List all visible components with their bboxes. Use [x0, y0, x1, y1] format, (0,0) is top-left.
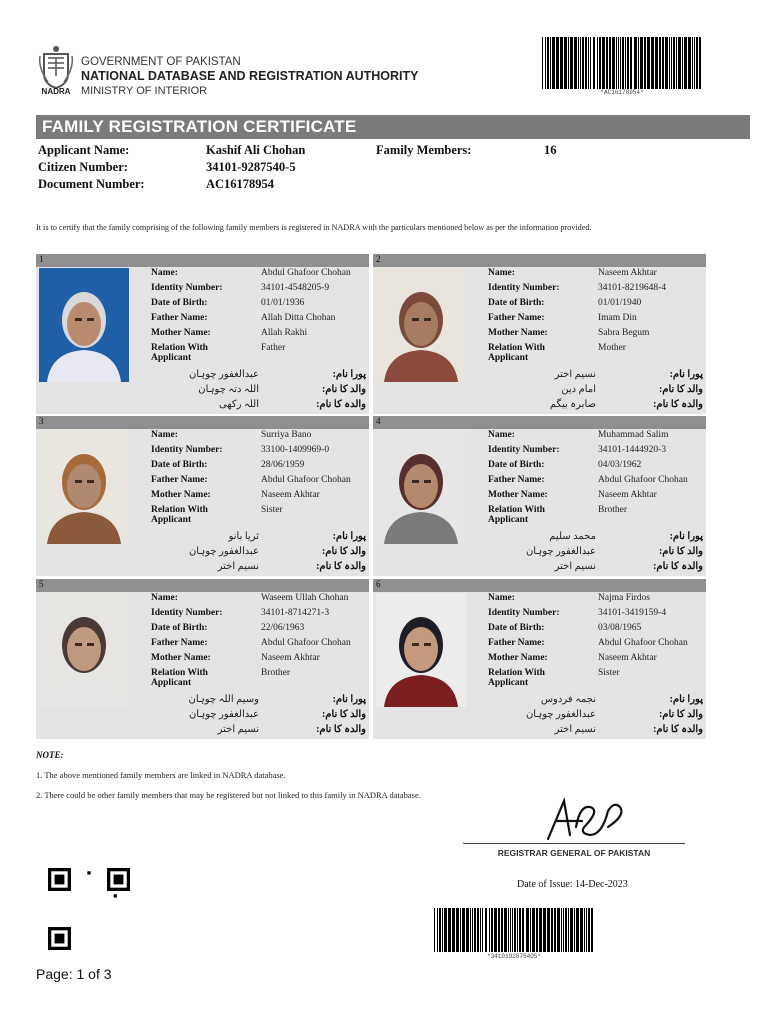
- member-number: 4: [376, 416, 381, 426]
- member-ur-father-urdu: اللہ دتہ چوہان: [198, 384, 259, 395]
- member-relation: Mother: [598, 343, 626, 353]
- member-photo: [376, 268, 466, 382]
- dob-label: Date of Birth:: [488, 623, 545, 633]
- member-number-bar: [36, 254, 369, 267]
- member-identity: 34101-4548205-9: [261, 283, 330, 293]
- member-identity: 34101-8714271-3: [261, 608, 330, 618]
- ur-mother-urdu-label: والدہ کا نام:: [653, 561, 703, 572]
- member-number-bar: [36, 416, 369, 429]
- name-label: Name:: [151, 430, 178, 440]
- member-number-bar: [373, 254, 706, 267]
- member-name: Naseem Akhtar: [598, 268, 657, 278]
- name-label: Name:: [488, 430, 515, 440]
- member-dob: 01/01/1940: [598, 298, 642, 308]
- identity-label: Identity Number:: [151, 608, 223, 618]
- member-identity: 34101-1444920-3: [598, 445, 667, 455]
- ur-father-urdu-label: والد کا نام:: [321, 709, 366, 720]
- member-father: Allah Ditta Chohan: [261, 313, 336, 323]
- ur-full-urdu-label: پورا نام:: [332, 369, 366, 380]
- mother-label: Mother Name:: [151, 653, 211, 663]
- member-number-bar: [36, 579, 369, 592]
- ur-full-urdu-label: پورا نام:: [669, 369, 703, 380]
- name-label: Name:: [151, 593, 178, 603]
- member-ur-mother-urdu: نسیم اختر: [554, 724, 596, 735]
- member-photo: [376, 430, 466, 544]
- member-number: 1: [39, 254, 44, 264]
- member-name: Najma Firdos: [598, 593, 650, 603]
- member-ur-mother-urdu: صابرہ بیگم: [549, 399, 596, 410]
- document-number: AC16178954: [206, 177, 275, 191]
- member-name: Waseem Ullah Chohan: [261, 593, 349, 603]
- father-label: Father Name:: [151, 638, 208, 648]
- identity-label: Identity Number:: [488, 283, 560, 293]
- ur-full-urdu-label: پورا نام:: [332, 531, 366, 542]
- member-relation: Sister: [261, 505, 283, 515]
- member-ur-father-urdu: عبدالغفور چوہان: [188, 546, 259, 557]
- member-relation: Brother: [598, 505, 628, 515]
- dob-label: Date of Birth:: [151, 623, 208, 633]
- member-card: [36, 416, 369, 576]
- dob-label: Date of Birth:: [151, 460, 208, 470]
- ur-full-urdu-label: پورا نام:: [332, 694, 366, 705]
- member-card: [36, 254, 369, 414]
- member-ur-mother-urdu: اللہ رکھی: [218, 399, 259, 410]
- member-identity: 33100-1409969-0: [261, 445, 330, 455]
- svg-text:NADRA: NADRA: [41, 87, 71, 96]
- identity-label: Identity Number:: [488, 445, 560, 455]
- member-ur-name-urdu: عبدالغفور چوہان: [188, 369, 259, 380]
- document-barcode: [540, 37, 704, 89]
- name-label: Name:: [151, 268, 178, 278]
- member-dob: 04/03/1962: [598, 460, 642, 470]
- member-mother: Allah Rakhi: [261, 328, 308, 338]
- footer-barcode: [432, 908, 596, 952]
- ur-father-urdu-label: والد کا نام:: [658, 384, 703, 395]
- member-number: 6: [376, 579, 381, 589]
- member-number: 2: [376, 254, 381, 264]
- member-name: Muhammad Salim: [598, 430, 669, 440]
- relation-label: Relation With Applicant: [488, 505, 545, 525]
- member-name: Surriya Bano: [261, 430, 312, 440]
- member-ur-mother-urdu: نسیم اختر: [217, 724, 259, 735]
- member-father: Abdul Ghafoor Chohan: [598, 638, 688, 648]
- member-ur-father-urdu: امام دین: [561, 384, 596, 395]
- ur-father-urdu-label: والد کا نام:: [321, 546, 366, 557]
- relation-label: Relation With Applicant: [151, 343, 208, 363]
- mother-label: Mother Name:: [151, 328, 211, 338]
- member-ur-mother-urdu: نسیم اختر: [217, 561, 259, 572]
- member-mother: Naseem Akhtar: [261, 653, 320, 663]
- member-photo: [376, 593, 466, 707]
- qr-code: [44, 868, 134, 950]
- member-number: 3: [39, 416, 44, 426]
- ur-full-urdu-label: پورا نام:: [669, 694, 703, 705]
- mother-label: Mother Name:: [488, 490, 548, 500]
- mother-label: Mother Name:: [151, 490, 211, 500]
- member-mother: Naseem Akhtar: [261, 490, 320, 500]
- father-label: Father Name:: [488, 313, 545, 323]
- member-photo: [39, 593, 129, 707]
- ur-full-urdu-label: پورا نام:: [669, 531, 703, 542]
- member-mother: Naseem Akhtar: [598, 653, 657, 663]
- member-relation: Father: [261, 343, 286, 353]
- nadra-emblem-logo: [36, 44, 76, 96]
- dob-label: Date of Birth:: [151, 298, 208, 308]
- mother-label: Mother Name:: [488, 653, 548, 663]
- relation-label: Relation With Applicant: [488, 668, 545, 688]
- ur-mother-urdu-label: والدہ کا نام:: [316, 561, 366, 572]
- note-item: 1. The above mentioned family members are linked in NADRA database.: [36, 770, 286, 780]
- ur-mother-urdu-label: والدہ کا نام:: [653, 724, 703, 735]
- member-father: Abdul Ghafoor Chohan: [261, 475, 351, 485]
- citizen-number-label: Citizen Number:: [38, 160, 128, 174]
- identity-label: Identity Number:: [151, 445, 223, 455]
- relation-label: Relation With Applicant: [151, 668, 208, 688]
- relation-label: Relation With Applicant: [151, 505, 208, 525]
- note-item: 2. There could be other family members that may be registered but not linked to this family in NADRA database.: [36, 790, 421, 800]
- document-number-label: Document Number:: [38, 177, 145, 191]
- identity-label: Identity Number:: [488, 608, 560, 618]
- ministry-name: MINISTRY OF INTERIOR: [81, 85, 208, 97]
- member-number: 5: [39, 579, 44, 589]
- ur-mother-urdu-label: والدہ کا نام:: [316, 724, 366, 735]
- member-name: Abdul Ghafoor Chohan: [261, 268, 351, 278]
- notes-heading: NOTE:: [36, 750, 64, 760]
- member-ur-father-urdu: عبدالغفور چوہان: [525, 709, 596, 720]
- father-label: Father Name:: [151, 475, 208, 485]
- ur-father-urdu-label: والد کا نام:: [321, 384, 366, 395]
- member-father: Abdul Ghafoor Chohan: [598, 475, 688, 485]
- member-number-bar: [373, 416, 706, 429]
- member-dob: 28/06/1959: [261, 460, 305, 470]
- mother-label: Mother Name:: [488, 328, 548, 338]
- member-identity: 34101-3419159-4: [598, 608, 667, 618]
- family-members-count: 16: [544, 143, 557, 157]
- member-card: [373, 416, 706, 576]
- applicant-name: Kashif Ali Chohan: [206, 143, 306, 157]
- member-photo: [39, 430, 129, 544]
- member-ur-name-urdu: محمد سلیم: [549, 531, 596, 542]
- member-relation: Sister: [598, 668, 620, 678]
- registrar-signature: [530, 795, 640, 845]
- dob-label: Date of Birth:: [488, 298, 545, 308]
- dob-label: Date of Birth:: [488, 460, 545, 470]
- name-label: Name:: [488, 593, 515, 603]
- member-ur-name-urdu: ثریا بانو: [228, 531, 259, 542]
- ur-father-urdu-label: والد کا نام:: [658, 709, 703, 720]
- member-card: [373, 579, 706, 739]
- ur-father-urdu-label: والد کا نام:: [658, 546, 703, 557]
- ur-mother-urdu-label: والدہ کا نام:: [653, 399, 703, 410]
- gov-of-pakistan: GOVERNMENT OF PAKISTAN: [81, 56, 241, 68]
- nadra-name: NATIONAL DATABASE AND REGISTRATION AUTHORITY: [81, 69, 419, 83]
- member-mother: Sabra Begum: [598, 328, 650, 338]
- member-ur-name-urdu: نجمہ فردوس: [540, 694, 596, 705]
- signature-line: [463, 843, 685, 844]
- member-ur-name-urdu: وسیم اللہ چوہان: [188, 694, 259, 705]
- family-members-label: Family Members:: [376, 143, 472, 157]
- member-ur-name-urdu: نسیم اختر: [554, 369, 596, 380]
- member-relation: Brother: [261, 668, 291, 678]
- member-photo: [39, 268, 129, 382]
- date-of-issue: Date of Issue: 14-Dec-2023: [517, 879, 628, 890]
- certification-statement: It is to certify that the family comprising of the following family members is registered in NADRA with the particulars mentioned below as per the information provided.: [36, 223, 592, 232]
- member-card: [36, 579, 369, 739]
- page-number: Page: 1 of 3: [36, 966, 112, 982]
- ur-mother-urdu-label: والدہ کا نام:: [316, 399, 366, 410]
- member-dob: 03/08/1965: [598, 623, 642, 633]
- member-father: Abdul Ghafoor Chohan: [261, 638, 351, 648]
- member-father: Imam Din: [598, 313, 637, 323]
- applicant-name-label: Applicant Name:: [38, 143, 130, 157]
- member-dob: 01/01/1936: [261, 298, 305, 308]
- name-label: Name:: [488, 268, 515, 278]
- member-ur-mother-urdu: نسیم اختر: [554, 561, 596, 572]
- father-label: Father Name:: [151, 313, 208, 323]
- member-ur-father-urdu: عبدالغفور چوہان: [525, 546, 596, 557]
- father-label: Father Name:: [488, 475, 545, 485]
- identity-label: Identity Number:: [151, 283, 223, 293]
- member-mother: Naseem Akhtar: [598, 490, 657, 500]
- member-card: [373, 254, 706, 414]
- registrar-title: REGISTRAR GENERAL OF PAKISTAN: [497, 848, 651, 858]
- citizen-number: 34101-9287540-5: [206, 160, 296, 174]
- member-ur-father-urdu: عبدالغفور چوہان: [188, 709, 259, 720]
- page-title: FAMILY REGISTRATION CERTIFICATE: [42, 117, 357, 136]
- father-label: Father Name:: [488, 638, 545, 648]
- member-number-bar: [373, 579, 706, 592]
- barcode-text: *AC16178954*: [600, 89, 644, 96]
- relation-label: Relation With Applicant: [488, 343, 545, 363]
- member-identity: 34101-8219648-4: [598, 283, 667, 293]
- footer-barcode-text: *34101928754O5*: [486, 953, 541, 960]
- title-bar: [36, 115, 750, 139]
- member-dob: 22/06/1963: [261, 623, 305, 633]
